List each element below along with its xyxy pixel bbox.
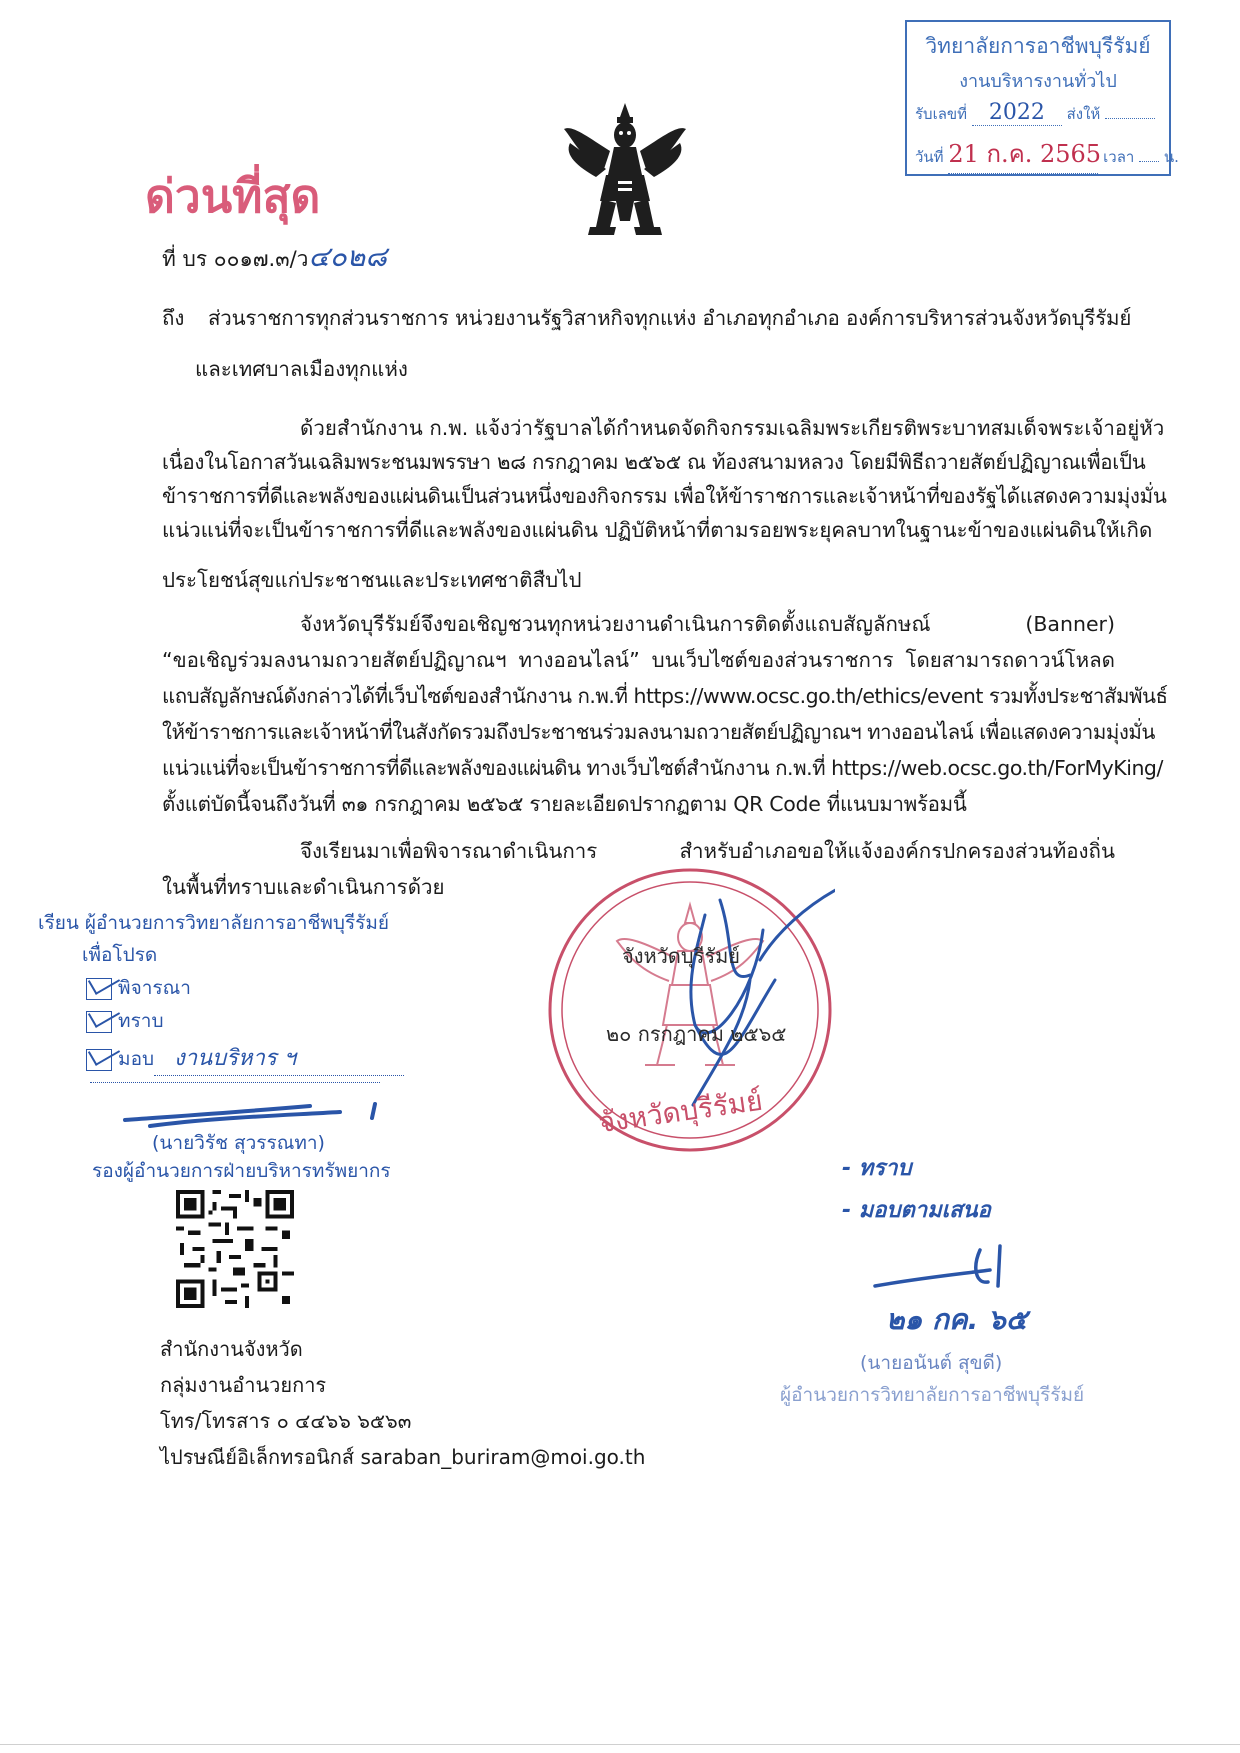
stamp-college: วิทยาลัยการอาชีพบุรีรัมย์ xyxy=(925,34,1151,58)
p2-line-1: จังหวัดบุรีรัมย์จึงขอเชิญชวนทุกหน่วยงานดำเนินการติดตั้งแถบสัญลักษณ์ (Banner) xyxy=(300,612,1115,636)
option-assign xyxy=(86,1040,404,1076)
option-assign-label: มอบ xyxy=(118,1048,155,1070)
right-signer-name: (นายอนันต์ สุขดี) xyxy=(860,1352,1003,1374)
right-note-date: ๒๑ กค. ๖๕ xyxy=(886,1303,1028,1336)
option-consider-label: พิจารณา xyxy=(118,977,191,999)
option-acknowledge xyxy=(86,1006,164,1036)
footer-group: กลุ่มงานอำนวยการ xyxy=(160,1373,327,1397)
stamp-time-unit: น. xyxy=(1163,148,1179,166)
to-line-2: และเทศบาลเมืองทุกแห่ง xyxy=(195,357,408,381)
footer-phone: โทร/โทรสาร ๐ ๔๔๖๖ ๖๕๖๓ xyxy=(160,1409,412,1433)
left-note-to: เรียน ผู้อำนวยการวิทยาลัยการอาชีพบุรีรัมย์ xyxy=(38,912,390,934)
urgent-heading: ด่วนที่สุด xyxy=(145,169,321,223)
document-number-handwritten: ๔๐๒๘ xyxy=(308,240,387,273)
page-bottom-edge xyxy=(0,1744,1240,1745)
seal-date: ๒๐ กรกฎาคม ๒๕๖๕ xyxy=(606,1022,787,1046)
p2-line-5: แน่วแน่ที่จะเป็นข้าราชการที่ดีและพลังของแผ่นดิน ทางเว็บไซต์สำนักงาน ก.พ.ที่ https://web.ocsc.go.th/ForMyKing/ xyxy=(162,756,1163,780)
p2-line-3: แถบสัญลักษณ์ดังกล่าวได้ที่เว็บไซต์ของสำนักงาน ก.พ.ที่ https://www.ocsc.go.th/ethics/event รวมทั้งประชาสัมพันธ์ xyxy=(162,684,1168,708)
seal-top-text: จังหวัดบุรีรัมย์ xyxy=(622,944,740,968)
to-line-1: ส่วนราชการทุกส่วนราชการ หน่วยงานรัฐวิสาหกิจทุกแห่ง อำเภอทุกอำเภอ องค์การบริหารส่วนจังหวัดบุรีรัมย์ xyxy=(208,306,1132,330)
right-note-item-2: - มอบตามเสนอ xyxy=(842,1198,991,1223)
stamp-receipt-label: รับเลขที่ xyxy=(915,105,968,123)
right-signer-title: ผู้อำนวยการวิทยาลัยการอาชีพบุรีรัมย์ xyxy=(780,1384,1085,1406)
seal-bottom-text: จังหวัดบุรีรัมย์ xyxy=(596,1083,765,1140)
checkbox-checked-icon xyxy=(86,978,112,1000)
stamp-date: 21 ก.ค. 2565 xyxy=(948,134,1098,174)
garuda-emblem xyxy=(560,95,690,245)
p1-line-3: ข้าราชการที่ดีและพลังของแผ่นดินเป็นส่วนหนึ่งของกิจกรรม เพื่อให้ข้าราชการและเจ้าหน้าที่ของรัฐได้แสดงความมุ่งมั่น xyxy=(162,484,1167,508)
p3-line-2: ในพื้นที่ทราบและดำเนินการด้วย xyxy=(162,875,445,899)
footer-email: ไปรษณีย์อิเล็กทรอนิกส์ saraban_buriram@moi.go.th xyxy=(160,1445,646,1469)
p1-line-4: แน่วแน่ที่จะเป็นข้าราชการที่ดีและพลังของแผ่นดิน ปฏิบัติหน้าที่ตามรอยพระยุคลบาทในฐานะข้าของแผ่นดินให้เกิด xyxy=(162,518,1153,542)
to-label: ถึง xyxy=(162,306,185,330)
p1-line-1: ด้วยสำนักงาน ก.พ. แจ้งว่ารัฐบาลได้กำหนดจัดกิจกรรมเฉลิมพระเกียรติพระบาทสมเด็จพระเจ้าอยู่หัว xyxy=(300,416,1165,440)
p2-line-6: ตั้งแต่บัดนี้จนถึงวันที่ ๓๑ กรกฎาคม ๒๕๖๕ รายละเอียดปรากฏตาม QR Code ที่แนบมาพร้อมนี้ xyxy=(162,792,967,816)
document-number-label: ที่ บร ๐๐๑๗.๓/ว xyxy=(162,247,309,271)
receipt-stamp xyxy=(905,20,1179,176)
left-note-please: เพื่อโปรด xyxy=(82,944,158,966)
qr-code xyxy=(176,1190,294,1308)
right-signature xyxy=(870,1238,1020,1298)
stamp-time-label: เวลา xyxy=(1103,148,1135,166)
left-signer-name: (นายวิรัช สุวรรณทา) xyxy=(152,1132,325,1154)
option-consider xyxy=(86,973,191,1003)
stamp-date-label: วันที่ xyxy=(915,148,944,166)
p1-line-2: เนื่องในโอกาสวันเฉลิมพระชนมพรรษา ๒๘ กรกฎาคม ๒๕๖๕ ณ ท้องสนามหลวง โดยมีพิธีถวายสัตย์ปฏิญาณเพื่อเป็น xyxy=(162,450,1146,474)
option-acknowledge-label: ทราบ xyxy=(118,1010,164,1032)
stamp-unit: งานบริหารงานทั่วไป xyxy=(959,71,1117,92)
checkbox-checked-icon xyxy=(86,1049,112,1071)
p3-line-1: จึงเรียนมาเพื่อพิจารณาดำเนินการ สำหรับอำเภอขอให้แจ้งองค์กรปกครองส่วนท้องถิ่น xyxy=(300,839,1115,863)
stamp-receipt-number: 2022 xyxy=(972,100,1062,126)
right-note-item-1: - ทราบ xyxy=(842,1156,912,1181)
checkbox-checked-icon xyxy=(86,1011,112,1033)
stamp-sendto-label: ส่งให้ xyxy=(1066,105,1101,123)
left-signature xyxy=(120,1098,400,1128)
option-assign-value: งานบริหาร ฯ xyxy=(154,1040,404,1076)
blank-line xyxy=(90,1082,380,1083)
p1-line-5: ประโยชน์สุขแก่ประชาชนและประเทศชาติสืบไป xyxy=(162,568,582,592)
p2-line-4: ให้ข้าราชการและเจ้าหน้าที่ในสังกัดรวมถึงประชาชนร่วมลงนามถวายสัตย์ปฏิญาณฯ ทางออนไลน์ เพื่อแสดงความมุ่งมั่น xyxy=(162,720,1155,744)
p2-line-2: “ขอเชิญร่วมลงนามถวายสัตย์ปฏิญาณฯ ทางออนไลน์” บนเว็บไซต์ของส่วนราชการ โดยสามารถดาวน์โหลด xyxy=(162,648,1115,672)
left-signer-title: รองผู้อำนวยการฝ่ายบริหารทรัพยากร xyxy=(92,1160,391,1182)
footer-office: สำนักงานจังหวัด xyxy=(160,1337,303,1361)
document-number xyxy=(162,240,387,276)
